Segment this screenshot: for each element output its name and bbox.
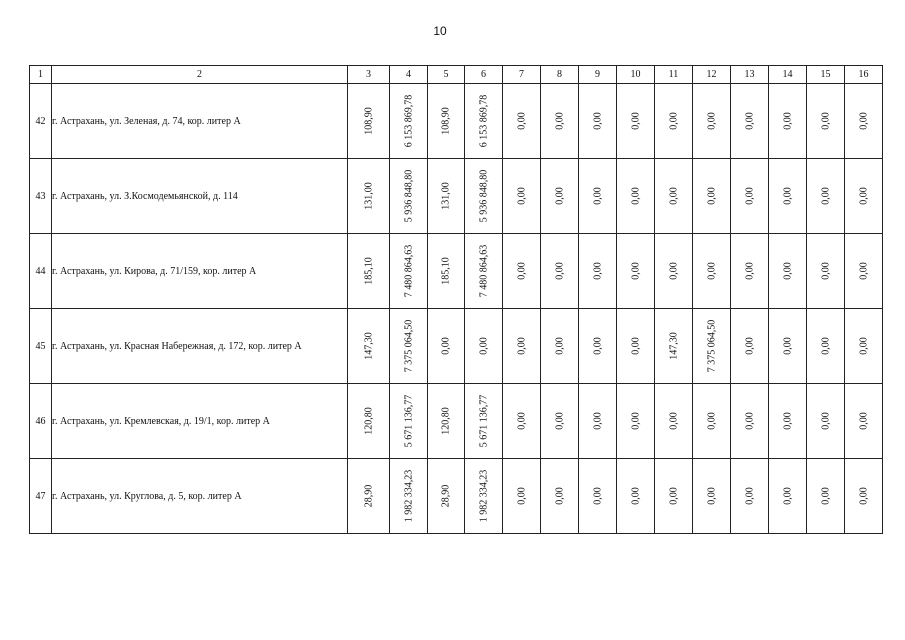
column-header-12: 12 bbox=[693, 66, 731, 84]
cell-value: 0,00 bbox=[630, 262, 641, 280]
cell-value: 147,30 bbox=[668, 332, 679, 360]
value-cell-col-10 bbox=[617, 459, 655, 534]
cell-value: 5 936 848,80 bbox=[403, 169, 414, 223]
cell-value: 7 375 064,50 bbox=[706, 319, 717, 373]
value-cell-col-3 bbox=[348, 234, 390, 309]
cell-value: 0,00 bbox=[858, 487, 869, 505]
value-cell-col-10 bbox=[617, 234, 655, 309]
value-cell-col-9 bbox=[579, 234, 617, 309]
value-cell-col-3 bbox=[348, 384, 390, 459]
value-cell-col-6 bbox=[465, 309, 503, 384]
address-cell: г. Астрахань, ул. Кирова, д. 71/159, кор. литер А bbox=[52, 234, 348, 309]
value-cell-col-13 bbox=[731, 309, 769, 384]
cell-value: 0,00 bbox=[782, 412, 793, 430]
cell-value: 108,90 bbox=[440, 107, 452, 135]
value-cell-col-4 bbox=[390, 84, 428, 159]
cell-value: 0,00 bbox=[782, 337, 793, 355]
cell-value: 0,00 bbox=[592, 412, 603, 430]
cell-value: 0,00 bbox=[744, 262, 755, 280]
cell-value: 5 671 136,77 bbox=[478, 394, 489, 448]
cell-value: 0,00 bbox=[820, 487, 831, 505]
row-number: 42 bbox=[30, 84, 52, 159]
value-cell-col-11 bbox=[655, 459, 693, 534]
cell-value: 7 375 064,50 bbox=[403, 319, 414, 373]
cell-value: 0,00 bbox=[516, 262, 527, 280]
value-cell-col-4 bbox=[390, 384, 428, 459]
value-cell-col-9 bbox=[579, 459, 617, 534]
table-body bbox=[30, 84, 883, 534]
row-number: 43 bbox=[30, 159, 52, 234]
cell-value: 1 982 334,23 bbox=[403, 469, 414, 523]
cell-value: 0,00 bbox=[516, 412, 527, 430]
value-cell-col-9 bbox=[579, 159, 617, 234]
cell-value: 6 153 869,78 bbox=[403, 94, 414, 148]
cell-value: 0,00 bbox=[478, 337, 489, 355]
address-cell: г. Астрахань, ул. Зеленая, д. 74, кор. литер А bbox=[52, 84, 348, 159]
cell-value: 0,00 bbox=[554, 337, 565, 355]
value-cell-col-4 bbox=[390, 459, 428, 534]
cell-value: 7 480 864,63 bbox=[478, 244, 489, 298]
cell-value: 5 936 848,80 bbox=[478, 169, 489, 223]
cell-value: 0,00 bbox=[554, 187, 565, 205]
value-cell-col-3 bbox=[348, 309, 390, 384]
cell-value: 0,00 bbox=[782, 187, 793, 205]
cell-value: 6 153 869,78 bbox=[478, 94, 489, 148]
cell-value: 0,00 bbox=[820, 337, 831, 355]
cell-value: 0,00 bbox=[858, 337, 869, 355]
cell-value: 131,00 bbox=[440, 182, 452, 210]
column-header-2: 2 bbox=[52, 66, 348, 84]
value-cell-col-7 bbox=[503, 384, 541, 459]
value-cell-col-9 bbox=[579, 384, 617, 459]
cell-value: 147,30 bbox=[363, 332, 374, 360]
cell-value: 185,10 bbox=[440, 257, 452, 285]
cell-value: 0,00 bbox=[820, 112, 831, 130]
value-cell-col-15 bbox=[807, 159, 845, 234]
value-cell-col-10 bbox=[617, 159, 655, 234]
value-cell-col-3 bbox=[348, 159, 390, 234]
page-number: 10 bbox=[433, 24, 447, 38]
value-cell-col-4 bbox=[390, 234, 428, 309]
value-cell-col-5 bbox=[428, 384, 465, 459]
cell-value: 0,00 bbox=[706, 187, 717, 205]
cell-value: 0,00 bbox=[820, 262, 831, 280]
value-cell-col-5 bbox=[428, 84, 465, 159]
value-cell-col-11 bbox=[655, 384, 693, 459]
value-cell-col-14 bbox=[769, 459, 807, 534]
column-header-10: 10 bbox=[617, 66, 655, 84]
address-cell: г. Астрахань, ул. Круглова, д. 5, кор. литер А bbox=[52, 459, 348, 534]
cell-value: 0,00 bbox=[858, 262, 869, 280]
cell-value: 28,90 bbox=[363, 484, 374, 508]
value-cell-col-16 bbox=[845, 84, 883, 159]
cell-value: 0,00 bbox=[440, 337, 452, 355]
value-cell-col-13 bbox=[731, 459, 769, 534]
cell-value: 1 982 334,23 bbox=[478, 469, 489, 523]
cell-value: 0,00 bbox=[554, 487, 565, 505]
value-cell-col-6 bbox=[465, 159, 503, 234]
cell-value: 28,90 bbox=[440, 484, 452, 508]
value-cell-col-11 bbox=[655, 159, 693, 234]
value-cell-col-7 bbox=[503, 234, 541, 309]
value-cell-col-14 bbox=[769, 159, 807, 234]
value-cell-col-12 bbox=[693, 459, 731, 534]
value-cell-col-9 bbox=[579, 84, 617, 159]
cell-value: 0,00 bbox=[668, 412, 679, 430]
value-cell-col-8 bbox=[541, 159, 579, 234]
address-cell: г. Астрахань, ул. З.Космодемьянской, д. 114 bbox=[52, 159, 348, 234]
cell-value: 0,00 bbox=[630, 412, 641, 430]
row-number: 46 bbox=[30, 384, 52, 459]
cell-value: 120,80 bbox=[440, 407, 452, 435]
row-number: 44 bbox=[30, 234, 52, 309]
cell-value: 0,00 bbox=[592, 112, 603, 130]
cell-value: 0,00 bbox=[668, 262, 679, 280]
cell-value: 0,00 bbox=[706, 112, 717, 130]
column-header-16: 16 bbox=[845, 66, 883, 84]
cell-value: 0,00 bbox=[744, 112, 755, 130]
value-cell-col-12 bbox=[693, 384, 731, 459]
row-number: 47 bbox=[30, 459, 52, 534]
cell-value: 0,00 bbox=[516, 487, 527, 505]
table-row bbox=[30, 159, 883, 234]
value-cell-col-8 bbox=[541, 84, 579, 159]
value-cell-col-4 bbox=[390, 159, 428, 234]
cell-value: 0,00 bbox=[630, 112, 641, 130]
cell-value: 7 480 864,63 bbox=[403, 244, 414, 298]
cell-value: 0,00 bbox=[592, 262, 603, 280]
cell-value: 0,00 bbox=[554, 112, 565, 130]
value-cell-col-5 bbox=[428, 459, 465, 534]
value-cell-col-10 bbox=[617, 84, 655, 159]
value-cell-col-8 bbox=[541, 384, 579, 459]
value-cell-col-6 bbox=[465, 384, 503, 459]
cell-value: 0,00 bbox=[706, 412, 717, 430]
value-cell-col-12 bbox=[693, 159, 731, 234]
value-cell-col-12 bbox=[693, 309, 731, 384]
column-header-11: 11 bbox=[655, 66, 693, 84]
value-cell-col-13 bbox=[731, 384, 769, 459]
cell-value: 0,00 bbox=[744, 487, 755, 505]
cell-value: 108,90 bbox=[363, 107, 374, 135]
value-cell-col-10 bbox=[617, 309, 655, 384]
data-table bbox=[29, 65, 883, 534]
cell-value: 0,00 bbox=[782, 262, 793, 280]
value-cell-col-6 bbox=[465, 459, 503, 534]
cell-value: 185,10 bbox=[363, 257, 374, 285]
value-cell-col-16 bbox=[845, 309, 883, 384]
cell-value: 0,00 bbox=[630, 337, 641, 355]
value-cell-col-3 bbox=[348, 459, 390, 534]
value-cell-col-13 bbox=[731, 159, 769, 234]
cell-value: 0,00 bbox=[744, 337, 755, 355]
cell-value: 0,00 bbox=[592, 487, 603, 505]
value-cell-col-11 bbox=[655, 234, 693, 309]
value-cell-col-5 bbox=[428, 309, 465, 384]
value-cell-col-11 bbox=[655, 84, 693, 159]
table-row bbox=[30, 459, 883, 534]
value-cell-col-14 bbox=[769, 84, 807, 159]
cell-value: 0,00 bbox=[630, 487, 641, 505]
cell-value: 0,00 bbox=[820, 187, 831, 205]
address-cell: г. Астрахань, ул. Кремлевская, д. 19/1, кор. литер А bbox=[52, 384, 348, 459]
cell-value: 120,80 bbox=[363, 407, 374, 435]
value-cell-col-9 bbox=[579, 309, 617, 384]
value-cell-col-3 bbox=[348, 84, 390, 159]
table-row bbox=[30, 84, 883, 159]
cell-value: 0,00 bbox=[782, 487, 793, 505]
cell-value: 0,00 bbox=[858, 187, 869, 205]
value-cell-col-11 bbox=[655, 309, 693, 384]
cell-value: 0,00 bbox=[516, 112, 527, 130]
value-cell-col-16 bbox=[845, 384, 883, 459]
value-cell-col-8 bbox=[541, 309, 579, 384]
value-cell-col-16 bbox=[845, 234, 883, 309]
value-cell-col-6 bbox=[465, 234, 503, 309]
value-cell-col-6 bbox=[465, 84, 503, 159]
cell-value: 5 671 136,77 bbox=[403, 394, 414, 448]
value-cell-col-14 bbox=[769, 234, 807, 309]
cell-value: 0,00 bbox=[554, 262, 565, 280]
column-header-14: 14 bbox=[769, 66, 807, 84]
value-cell-col-14 bbox=[769, 309, 807, 384]
value-cell-col-14 bbox=[769, 384, 807, 459]
value-cell-col-15 bbox=[807, 459, 845, 534]
address-cell: г. Астрахань, ул. Красная Набережная, д. 172, кор. литер А bbox=[52, 309, 348, 384]
cell-value: 0,00 bbox=[706, 487, 717, 505]
column-header-5: 5 bbox=[428, 66, 465, 84]
cell-value: 0,00 bbox=[516, 337, 527, 355]
value-cell-col-12 bbox=[693, 84, 731, 159]
cell-value: 0,00 bbox=[706, 262, 717, 280]
cell-value: 0,00 bbox=[668, 187, 679, 205]
column-header-3: 3 bbox=[348, 66, 390, 84]
cell-value: 0,00 bbox=[858, 412, 869, 430]
value-cell-col-7 bbox=[503, 459, 541, 534]
cell-value: 0,00 bbox=[630, 187, 641, 205]
column-header-8: 8 bbox=[541, 66, 579, 84]
column-header-13: 13 bbox=[731, 66, 769, 84]
table-row bbox=[30, 234, 883, 309]
cell-value: 0,00 bbox=[592, 337, 603, 355]
cell-value: 0,00 bbox=[782, 112, 793, 130]
value-cell-col-13 bbox=[731, 234, 769, 309]
column-header-9: 9 bbox=[579, 66, 617, 84]
row-number: 45 bbox=[30, 309, 52, 384]
cell-value: 0,00 bbox=[668, 112, 679, 130]
value-cell-col-13 bbox=[731, 84, 769, 159]
column-header-4: 4 bbox=[390, 66, 428, 84]
value-cell-col-12 bbox=[693, 234, 731, 309]
value-cell-col-5 bbox=[428, 234, 465, 309]
cell-value: 0,00 bbox=[554, 412, 565, 430]
table-row bbox=[30, 384, 883, 459]
value-cell-col-8 bbox=[541, 234, 579, 309]
cell-value: 131,00 bbox=[363, 182, 374, 210]
value-cell-col-7 bbox=[503, 309, 541, 384]
cell-value: 0,00 bbox=[516, 187, 527, 205]
value-cell-col-15 bbox=[807, 234, 845, 309]
value-cell-col-15 bbox=[807, 84, 845, 159]
column-header-6: 6 bbox=[465, 66, 503, 84]
value-cell-col-7 bbox=[503, 84, 541, 159]
value-cell-col-4 bbox=[390, 309, 428, 384]
cell-value: 0,00 bbox=[668, 487, 679, 505]
column-header-1: 1 bbox=[30, 66, 52, 84]
header-row bbox=[30, 66, 883, 84]
table-row bbox=[30, 309, 883, 384]
cell-value: 0,00 bbox=[744, 187, 755, 205]
value-cell-col-8 bbox=[541, 459, 579, 534]
cell-value: 0,00 bbox=[592, 187, 603, 205]
value-cell-col-5 bbox=[428, 159, 465, 234]
value-cell-col-16 bbox=[845, 159, 883, 234]
value-cell-col-16 bbox=[845, 459, 883, 534]
value-cell-col-7 bbox=[503, 159, 541, 234]
cell-value: 0,00 bbox=[858, 112, 869, 130]
cell-value: 0,00 bbox=[820, 412, 831, 430]
value-cell-col-15 bbox=[807, 309, 845, 384]
value-cell-col-15 bbox=[807, 384, 845, 459]
column-header-7: 7 bbox=[503, 66, 541, 84]
value-cell-col-10 bbox=[617, 384, 655, 459]
cell-value: 0,00 bbox=[744, 412, 755, 430]
column-header-15: 15 bbox=[807, 66, 845, 84]
